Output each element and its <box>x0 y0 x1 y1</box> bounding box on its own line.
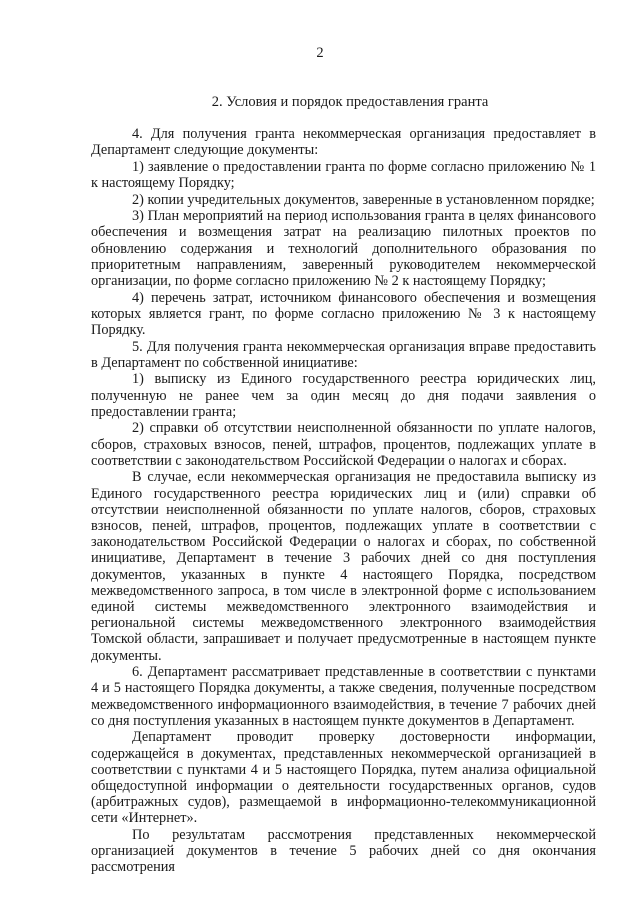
paragraph-5-item-1: 1) выписку из Единого государственного реестра юридических лиц, полученную не ранее чем за один месяц до дня подачи заявления о предоставлении гранта; <box>91 371 596 420</box>
paragraph-6: 6. Департамент рассматривает представленные в соответствии с пунктами 4 и 5 настоящего Порядка документы, а также сведения, полученные посредством межведомственного информационного взаимодействия, в течение 7 рабочих дней со дня поступления указанных в настоящем пункте документов в Департамент. <box>91 664 596 729</box>
paragraph-4-item-4: 4) перечень затрат, источником финансового обеспечения и возмещения которых является грант, по форме согласно приложению № 3 к настоящему Порядку. <box>91 289 596 338</box>
paragraph-5-intro: 5. Для получения гранта некоммерческая организация вправе предоставить в Департамент по собственной инициативе: <box>91 338 596 371</box>
paragraph-5-item-2: 2) справки об отсутствии неисполненной обязанности по уплате налогов, сборов, страховых взносов, пеней, штрафов, процентов, подлежащих уплате в соответствии с законодательством Российской Федерации о налогах и сборах. <box>91 420 596 469</box>
document-body <box>91 126 596 876</box>
page-number: 2 <box>316 45 324 61</box>
paragraph-4-item-3: 3) План мероприятий на период использования гранта в целях финансового обеспечения и возмещения затрат на реализацию пилотных проектов по обновлению содержания и технологий дополнительного образования по приоритетным направлениям, заверенный руководителем некоммерческой организации, по форме согласно приложению № 2 к настоящему Порядку; <box>91 208 596 289</box>
paragraph-results: По результатам рассмотрения представленных некоммерческой организацией документов в течение 5 рабочих дней со дня окончания рассмотрения <box>91 827 596 876</box>
section-title: 2. Условия и порядок предоставления гранта <box>211 94 489 110</box>
paragraph-4-intro: 4. Для получения гранта некоммерческая организация предоставляет в Департамент следующие документы: <box>91 126 596 159</box>
paragraph-4-item-2: 2) копии учредительных документов, заверенные в установленном порядке; <box>132 191 595 208</box>
paragraph-5-note: В случае, если некоммерческая организация не предоставила выписку из Единого государственного реестра юридических лиц и (или) справки об отсутствии неисполненной обязанности по уплате налогов, сборов, страховых взносов, пеней, штрафов, процентов, подлежащих уплате в соответствии с законодательством Российской Федерации о налогах и сборах, по собственной инициативе, Департамент в течение 3 рабочих дней со дня поступления документов, указанных в пункте 4 настоящего Порядка, посредством межведомственного запроса, в том числе в электронной форме с использованием единой системы межведомственного электронного взаимодействия и региональной системы межведомственного электронного взаимодействия Томской области, запрашивает и получает предусмотренные в настоящем пункте документы. <box>91 469 596 664</box>
paragraph-6-verification: Департамент проводит проверку достоверности информации, содержащейся в документах, представленных некоммерческой организацией в соответствии с пунктами 4 и 5 настоящего Порядка, путем анализа официальной общедоступной информации о деятельности государственных органов, судов (арбитражных судов), размещаемой в информационно-телекоммуникационной сети «Интернет». <box>91 729 596 827</box>
paragraph-4-item-1: 1) заявление о предоставлении гранта по форме согласно приложению № 1 к настоящему Порядку; <box>91 158 596 191</box>
